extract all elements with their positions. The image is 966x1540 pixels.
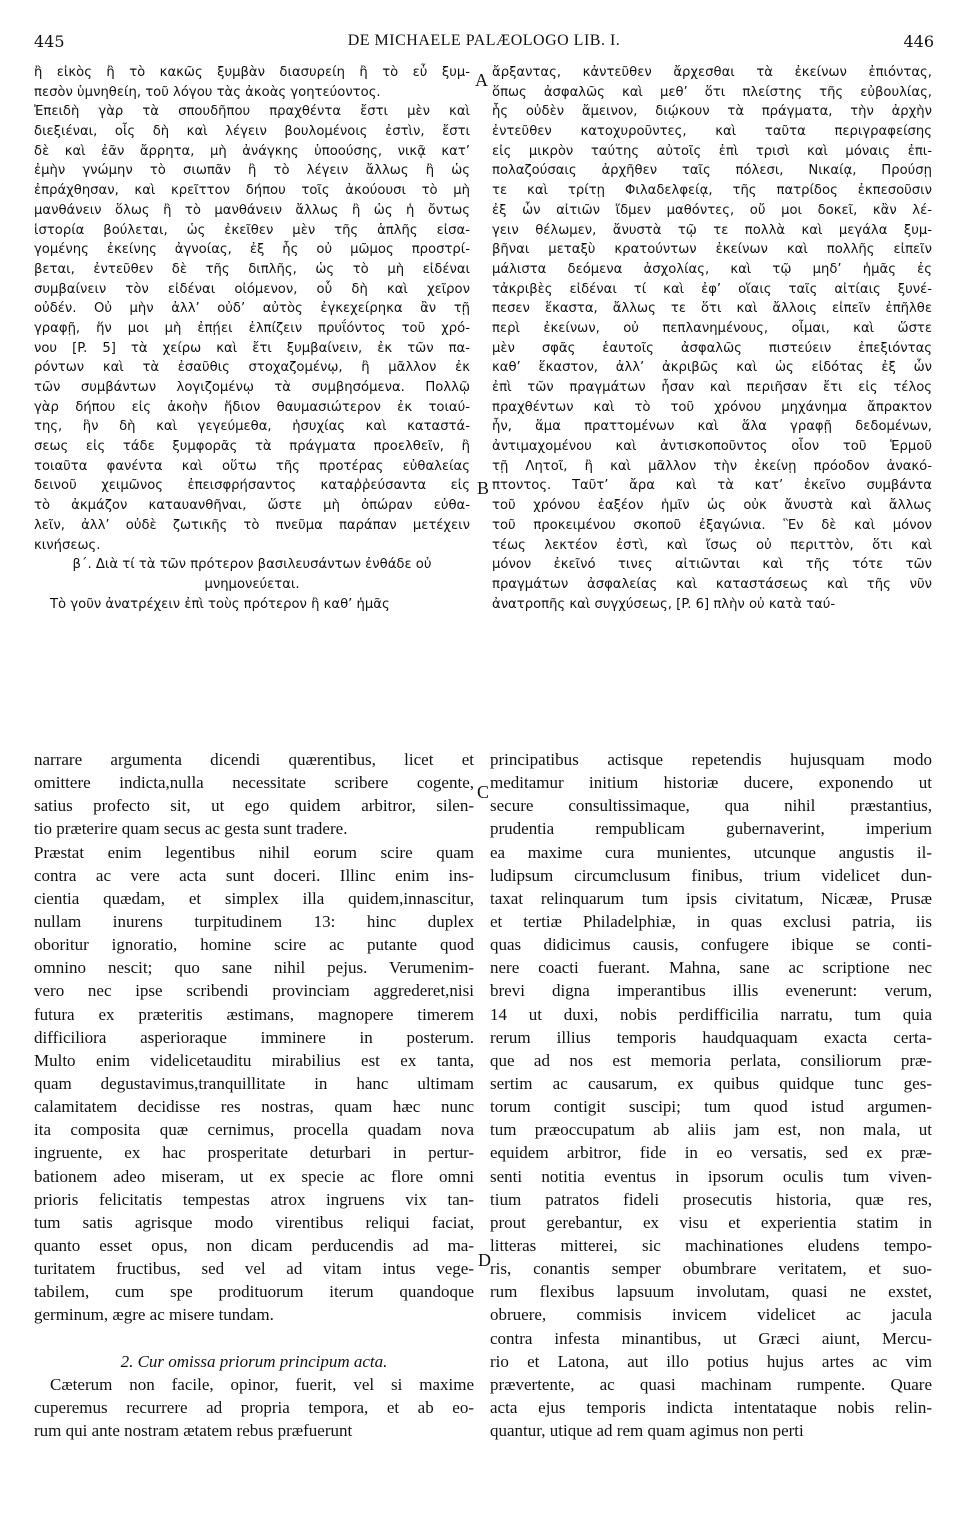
text-line: brevi digna imperantibus illis evenerunt: verum,	[490, 981, 932, 1001]
text-line: prævertente, ac quasi machinam rumpente. Quare	[490, 1374, 932, 1394]
text-line: contra ac vere acta sunt doceri. Illinc enim ins-	[34, 865, 474, 885]
text-line: principatibus actisque repetendis hujusquam modo	[490, 750, 932, 769]
text-line: tium patratos fideli prosecutis historia, quæ res,	[490, 1189, 932, 1209]
text-line: ἢ εἰκὸς ἢ τὸ κακῶς ξυμβὰν διασυρείη ἢ τὸ εὖ ξυμ-	[34, 65, 470, 80]
text-line: prioris felicitatis tempestas atrox ingruens vix tan-	[34, 1189, 474, 1209]
text-line: Præstat enim legentibus nihil eorum scire quam	[34, 842, 474, 862]
text-line: taxat relinquarum tum ipsis civitatum, Nicææ, Prusæ	[490, 888, 932, 908]
text-line: περὶ ἐκείνων, οὐ πεπλανημένους, οἶμαι, καὶ ὥστε	[492, 320, 932, 336]
text-line: tum satis agrisque modo virentibus reliqui faciat,	[34, 1212, 474, 1232]
text-line: rerum illius temporis haudquaquam exacta certa-	[490, 1027, 932, 1047]
text-line: βῆναι μεταξὺ κρατούντων ἐκείνων καὶ πολλῆς εἰπεῖν	[492, 242, 932, 258]
text-line: τὸ ἀκμάζον καταυανθῆναι, ὥστε μὴ ὀπώραν εὐθα-	[34, 498, 470, 514]
text-line: τοῦ προκειμένου σκοποῦ ἐξαγώνια. Ἓν δὲ καὶ μόνον	[492, 517, 932, 533]
text-line: μόνον ἐκεῖνό τινες αἰτιῶνται καὶ τῆς τότε τῶν	[492, 557, 932, 573]
text-line: nullam inurens turpitudinem 13: hinc duplex	[34, 911, 474, 931]
text-line: μανθάνειν ὅλως ἢ τὸ μανθάνειν ἄλλως ἢ ὡς ἡ ὄντως	[34, 202, 470, 218]
text-line: ὅπως ἀσφαλῶς καὶ μεθ’ ὅτι πλείστης τῆς εὐβουλίας,	[492, 84, 932, 100]
text-line: βεται, ἐντεῦθεν δὲ τῆς διπλῆς, ὡς τὸ μὴ εἰδέναι	[34, 261, 470, 277]
text-line: ἄρξαντας, κἀντεῦθεν ἄρχεσθαι τὰ ἐκείνων ἐπιόντας,	[492, 65, 932, 80]
text-line: Ἐπειδὴ γὰρ τὰ σπουδῆπου πραχθέντα ἔστι μὲν καὶ	[34, 104, 470, 120]
text-line: obruere, commisis invicem videlicet ac jacula	[490, 1305, 932, 1325]
text-line: ita composita quæ cernimus, procella quadam nova	[34, 1120, 474, 1140]
text-line: satius profecto sit, ut ego quidem arbitror, silen-	[34, 796, 474, 816]
text-line: futura ex præteritis æstimans, magnopere timerem	[34, 1004, 474, 1024]
text-line: μάλιστα δεόμενα ἀσχολίας, καὶ τῷ μηδ’ ἡμᾶς ἐς	[492, 261, 932, 277]
text-line: τέως λεκτέον ἐστὶ, καὶ ἴσως οὐ περιττὸν, ὅτι καὶ	[492, 537, 932, 553]
text-line: acta ejus temporis indicta intentataque nobis relin-	[490, 1397, 932, 1417]
text-line: 14 ut duxi, nobis perdifficilia narratu, tum quia	[490, 1004, 932, 1024]
text-line: vero nec ipse scribendi provinciam aggrederet,nisi	[34, 981, 474, 1001]
text-line: οὐδέν. Οὐ μὴν ἀλλ’ οὐδ’ αὐτὸς ἐγκεχείρηκα ἂν τῇ	[34, 301, 470, 317]
text-line: torum contigit suscipi; tum quod istud argumen-	[490, 1097, 932, 1117]
text-line: ludipsum circumclusum finibus, trium videlicet dun-	[490, 865, 932, 885]
text-line: πολαζούσαις ἀρχῆθεν ταῖς πόλεσι, Νικαίᾳ, Προύσῃ	[492, 163, 932, 179]
text-line: germinum, ægre ac misere tundam.	[34, 1305, 274, 1325]
text-line: δὲ καὶ ἐᾶν ἄρρητα, μὴ ἀνάγκης ὑποούσης, νικᾷ κατ’	[34, 143, 470, 159]
text-line: της, ἣν δὴ καὶ γεγεύμεθα, ἡσυχίας καὶ καταστά-	[34, 419, 470, 435]
text-line: omnino nescit; quo sane nihil pejus. Verumenim-	[34, 958, 474, 978]
text-line: ἀντιμαχομένου καὶ ἀντισκοποῦντος οἷον τοῦ Ἑρμοῦ	[492, 439, 932, 455]
text-line: ingruente, ex hac prosperitate deturbari in pertur-	[34, 1143, 474, 1163]
text-line: contra infesta minantibus, ut Græci aiunt, Mercu-	[490, 1328, 932, 1348]
greek-text-left-column	[34, 63, 470, 743]
text-line: Multo enim videlicetauditu mirabilius est ex tanta,	[34, 1050, 474, 1070]
text-line: ea maxime cura munientes, utcunque angustis il-	[490, 842, 932, 862]
text-line: γομένης ἐκείνης ἀγνοίας, ἐξ ἧς οὐ μῶμος προστρί-	[34, 242, 470, 258]
margin-marker-b: B	[477, 478, 490, 498]
text-line: secure consultissimaque, qua nihil præstantius,	[490, 796, 932, 816]
text-line: quanto esset opus, non dicam perducendis ad ma-	[34, 1235, 474, 1255]
text-line: cuperemus recurrere ad propria tempora, et ab eo-	[34, 1397, 474, 1417]
text-line: ἱστορία βούλεται, ὡς ἐκεῖθεν μὲν τῆς ἁπλῆς εἰσα-	[34, 222, 470, 238]
text-line: rio et Latona, aut illo potius hujus artes ac vim	[490, 1351, 932, 1371]
text-line: ἐξ ὧν αἰτιῶν ἴδμεν μαθόντες, οὔ μοι δοκεῖ, κἂν λέ-	[492, 202, 932, 218]
text-line: διεξιέναι, οἷς δὴ καὶ λέγειν βουλομένοις ἐστὶν, ἔστι	[34, 124, 470, 140]
text-line: quantur, utique ad rem quam agimus non perti	[490, 1421, 804, 1441]
text-line: τοιαῦτα φανέντα καὶ οὕτω τῆς προτέρας εὐθαλείας	[34, 458, 470, 474]
text-line: σεως εἰς τάδε ξυμφορᾶς τὰ πράγματα προελθεῖν, ἢ	[34, 439, 470, 455]
text-line: νου [P. 5] τὰ χείρω καὶ ἔτι ξυμβαίνειν, ἐκ τῶν πα-	[34, 340, 470, 356]
text-line: τἀκριβὲς εἰδέναι τί καὶ ἐφ’ οἵαις ταῖς αἰτίαις ξυνέ-	[492, 281, 932, 297]
text-line: πραχθέντων καὶ τὸ τοῦ χρόνου μηχάνημα ἄπρακτον	[492, 399, 932, 415]
text-line: πραγμάτων ἀσφαλείας καὶ καταστάσεως καὶ τῆς νῦν	[492, 576, 932, 592]
text-line: meditamur initium historiæ ducere, exponendo ut	[490, 773, 932, 793]
text-line: συμβαίνειν τὸν εἰδέναι οἰόμενον, οὗ δὴ καὶ χεῖρον	[34, 281, 470, 297]
text-line	[34, 1327, 474, 1350]
text-line: γὰρ δήπου εἰς ἀκοὴν ἥδιον θαυμασιώτερον ἐκ τοιαύ-	[34, 399, 470, 415]
text-line: μνημονεύεται.	[204, 576, 300, 592]
running-header	[34, 32, 934, 54]
text-line: et tertiæ Philadelphiæ, in quas exclusi patria, iis	[490, 911, 932, 931]
text-line: tio præterire quam secus ac gesta sunt tradere.	[34, 819, 348, 839]
text-line: τῇ Λητοῖ, ἢ καὶ μᾶλλον τὴν ἐκείνῃ πρόοδον ἀνακό-	[492, 458, 932, 474]
text-line: λεῖν, ἀλλ’ οὐδὲ ζωτικῆς τὸ πνεῦμα παράπαν μετέχειν	[34, 517, 470, 533]
text-line: litteras mitterei, sic machinationes eludens tempo-	[490, 1235, 932, 1255]
text-line: ἀνατροπῆς καὶ συγχύσεως, [P. 6] πλὴν οὐ κατὰ ταύ-	[492, 596, 836, 612]
text-line: κινήσεως.	[34, 537, 101, 553]
text-line: ρόντων καὶ τὰ ἐσαῦθις στοχαζομένῳ, ἢ μᾶλλον ἐκ	[34, 360, 470, 376]
text-line: τοῦ χρόνου ἐαξέον ἡμῖν ὡς οὐκ ἄνυστὰ καὶ ἄλλως	[492, 498, 932, 514]
text-line: Τὸ γοῦν ἀνατρέχειν ἐπὶ τοὺς πρότερον ἢ καθ’ ἡμᾶς	[50, 596, 390, 612]
text-line: rum qui ante nostram ætatem rebus præfuerunt	[34, 1421, 353, 1441]
page-number-left: 445	[34, 32, 65, 51]
text-line: πεσὸν ὑμνηθείη, τοῦ λόγου τὰς ἀκοὰς γοητεύοντος.	[34, 84, 381, 100]
text-line: ἦν, ἅμα πραττομένων καὶ ἅλα γραφῇ δεδομένων,	[492, 419, 932, 435]
text-line: cientia quædam, et simplex illa quidem,innascitur,	[34, 888, 474, 908]
text-line: difficiliora asperioraque imminere in posterum.	[34, 1027, 474, 1047]
text-line: que ad nos est memoria perlata, consiliorum præ-	[490, 1050, 932, 1070]
text-line: prudentia rempublicam gubernaverint, imperium	[490, 819, 932, 839]
text-line: equidem arbitror, fide in eo versatis, sed ex præ-	[490, 1143, 932, 1163]
text-line: calamitatem decidisse res nostras, quam hæc nunc	[34, 1097, 474, 1117]
margin-marker-a: A	[475, 70, 488, 90]
text-line: oboritur ignoratio, homine scire ac putante quod	[34, 935, 474, 955]
text-line: nere coacti fuerant. Mahna, sane ac scriptione nec	[490, 958, 932, 978]
page-number-right: 446	[903, 32, 934, 51]
text-line: γραφῇ, ἥν μοι μὴ ἐπῄει ἐλπίζειν πρυΐόντος τοῦ χρό-	[34, 320, 470, 336]
text-line: tabilem, cum spe prodituorum iterum quandoque	[34, 1282, 474, 1302]
latin-text-right-column	[490, 748, 932, 1528]
text-line: ris, conantis semper obumbrare veritatem, et suo-	[490, 1259, 932, 1279]
text-line: prout gerebantur, ex visu et experientia statim in	[490, 1212, 932, 1232]
text-line: senti notitia eventus in ipsorum oculis tum viven-	[490, 1166, 932, 1186]
text-line: ἐντεῦθεν κατοχυροῦντες, καὶ ταῦτα περιγραφείσης	[492, 124, 932, 140]
text-line: δεινοῦ χειμῶνος ἐπεισφρήσαντος καταῤῥεύσαντα εἰς	[34, 478, 470, 494]
text-line: bationem adeo miseram, ut ex specie ac flore omni	[34, 1166, 474, 1186]
text-line: omittere indicta,nulla necessitate scribere cogente,	[34, 773, 474, 793]
text-line: quas didicimus causis, confugere ibique se conti-	[490, 935, 932, 955]
text-line: ἧς οὐδὲν ἄμεινον, διῴκουν τὰ πράγματα, τὴν ἀρχὴν	[492, 104, 932, 120]
text-line: sertim ac causarum, ex quibus quidque tunc ges-	[490, 1073, 932, 1093]
running-title: DE MICHAELE PALÆOLOGO LIB. I.	[347, 32, 621, 49]
text-line: β΄. Διὰ τί τὰ τῶν πρότερον βασιλευσάντων ἐνθάδε οὐ	[72, 557, 432, 573]
text-line: πεσεν ἕκαστα, ἄλλως τε ὅτι καὶ ἄλλοις εἰπεῖν ἐπῆλθε	[492, 301, 932, 317]
text-line: rum flexibus lapsuum involutam, quasi ne exstet,	[490, 1282, 932, 1302]
text-line: μὲν σφᾶς ἑαυτοῖς ἀσφαλῶς πιστεύειν ἐπεξιόντας	[492, 340, 932, 356]
text-line: εἰς μικρὸν ταύτης αὐτοῖς ἐπὶ τρισὶ καὶ μόναις ἐπι-	[492, 143, 932, 159]
margin-marker-c: C	[477, 782, 490, 802]
text-line: narrare argumenta dicendi quærentibus, licet et	[34, 750, 474, 769]
text-line: πτοντος. Ταῦτ’ ἄρα καὶ τὰ κατ’ ἐκεῖνο συμβάντα	[492, 478, 932, 494]
text-line: Cæterum non facile, opinor, fuerit, vel si maxime	[50, 1374, 474, 1394]
text-line: τῶν συμβάντων λογιζομένῳ τὰ συμβησόμενα. Πολλῷ	[34, 380, 470, 395]
text-line: τε καὶ τρίτῃ Φιλαδελφείᾳ, τῆς πατρίδος ἐκπεσοῦσιν	[492, 183, 932, 199]
text-line: γειν θέλωμεν, ἄνυστὰ τῷ τε πολλὰ καὶ μεγάλα ξυμ-	[492, 222, 932, 238]
text-line: ἐμὴν γνώμην τὸ σιωπᾶν ἢ τὸ λέγειν ἄλλως ἢ ὡς	[34, 163, 470, 179]
latin-text-left-column	[34, 748, 474, 1528]
text-line: καθ’ ἕκαστον, ἀλλ’ ἀκριβῶς καὶ ὡς εἰδότας ἐξ ὧν	[492, 360, 932, 376]
text-line: tum præoccupatum ab aliis jam est, non mala, ut	[490, 1120, 932, 1140]
text-line: 2. Cur omissa priorum principum acta.	[120, 1351, 388, 1371]
greek-text-right-column	[492, 63, 932, 743]
text-line: quam degustavimus,tranquillitate in hanc ultimam	[34, 1073, 474, 1093]
text-line: ἐπράχθησαν, καὶ κρεῖττον δήπου τοῖς ἀκούουσι τὸ μὴ	[34, 183, 470, 199]
text-line: turitatem fructibus, sed vel ad vitam intus vege-	[34, 1259, 474, 1279]
margin-marker-d: D	[478, 1250, 491, 1270]
text-line: ἐπὶ τῶν πραγμάτων ἦσαν καὶ περιῆσαν ἔτι εἰς τέλος	[492, 380, 932, 395]
